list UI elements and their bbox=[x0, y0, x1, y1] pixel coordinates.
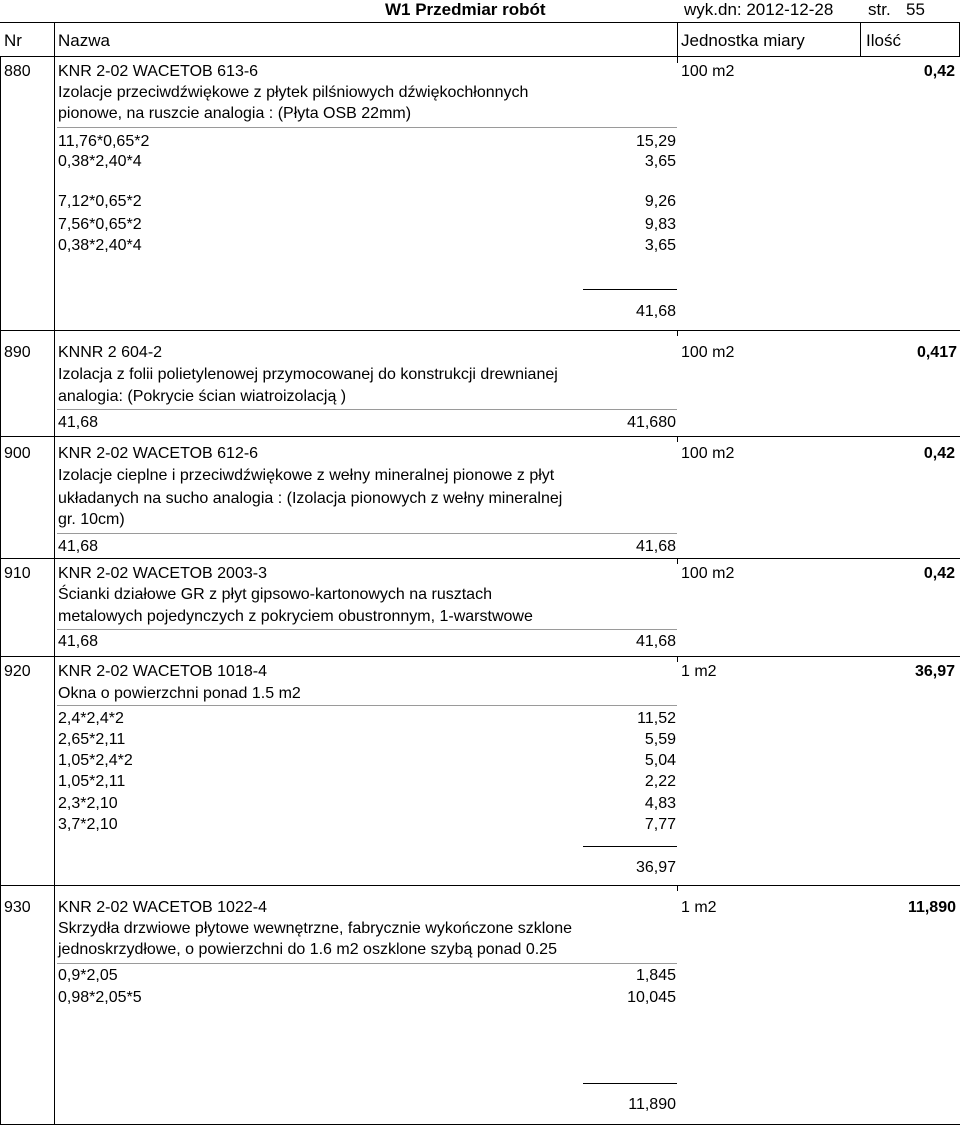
column-tick bbox=[677, 885, 678, 891]
sum-rule bbox=[583, 1083, 677, 1084]
item-number: 930 bbox=[4, 899, 31, 916]
calc-rule bbox=[57, 409, 677, 410]
calc-expression: 41,68 bbox=[58, 414, 99, 431]
header-bottom-rule bbox=[0, 56, 960, 57]
calc-value: 7,77 bbox=[644, 816, 676, 833]
item-code: KNR 2-02 WACETOB 612-6 bbox=[58, 445, 259, 462]
calc-expression: 7,12*0,65*2 bbox=[58, 193, 142, 210]
item-description-line: Ścianki działowe GR z płyt gipsowo-kartonowych na rusztach bbox=[58, 586, 492, 603]
column-divider bbox=[54, 56, 55, 1125]
calc-value: 3,65 bbox=[644, 237, 676, 254]
column-tick bbox=[677, 558, 678, 564]
item-description-line: jednoskrzydłowe, o powierzchni do 1.6 m2 oszklone szybą ponad 0.25 bbox=[58, 941, 557, 958]
item-code: KNNR 2 604-2 bbox=[58, 344, 163, 361]
calc-expression: 3,7*2,10 bbox=[58, 816, 118, 833]
calc-value: 4,83 bbox=[644, 795, 676, 812]
header-top-rule bbox=[0, 22, 960, 23]
row-separator bbox=[0, 885, 960, 886]
item-unit: 100 m2 bbox=[681, 565, 735, 582]
item-description-line: Izolacje przeciwdźwiękowe z płytek pilśniowych dźwiękochłonnych bbox=[58, 84, 529, 101]
calc-rule bbox=[57, 629, 677, 630]
calc-value: 3,65 bbox=[644, 153, 676, 170]
calc-value: 5,04 bbox=[644, 752, 676, 769]
item-quantity: 0,42 bbox=[923, 445, 955, 462]
item-description-line: Okna o powierzchni ponad 1.5 m2 bbox=[58, 685, 301, 702]
column-tick bbox=[677, 330, 678, 336]
item-quantity: 36,97 bbox=[914, 663, 955, 680]
item-number: 920 bbox=[4, 663, 31, 680]
document-date: wyk.dn: 2012-12-28 bbox=[684, 0, 834, 19]
calc-rule bbox=[57, 127, 677, 128]
sum-rule bbox=[583, 289, 677, 290]
calc-value: 9,83 bbox=[644, 216, 676, 233]
calc-rule bbox=[57, 705, 677, 706]
column-divider bbox=[860, 22, 861, 57]
item-description-line: układanych na sucho analogia : (Izolacja pionowych z wełny mineralnej bbox=[58, 490, 563, 507]
calc-value: 41,68 bbox=[635, 538, 676, 555]
calc-value: 41,680 bbox=[627, 414, 676, 431]
calc-expression: 2,3*2,10 bbox=[58, 795, 118, 812]
item-code: KNR 2-02 WACETOB 613-6 bbox=[58, 63, 259, 80]
sum-rule bbox=[583, 846, 677, 847]
calc-expression: 2,4*2,4*2 bbox=[58, 710, 124, 727]
item-quantity: 0,42 bbox=[923, 63, 955, 80]
item-unit: 100 m2 bbox=[681, 445, 735, 462]
item-quantity: 11,890 bbox=[907, 899, 956, 916]
column-header-qty: Ilość bbox=[866, 31, 901, 50]
calc-value: 10,045 bbox=[627, 989, 676, 1006]
calc-sum: 36,97 bbox=[635, 859, 676, 876]
item-number: 880 bbox=[4, 63, 31, 80]
item-number: 900 bbox=[4, 445, 31, 462]
item-quantity: 0,42 bbox=[923, 565, 955, 582]
column-divider bbox=[54, 22, 55, 57]
row-separator bbox=[0, 330, 960, 331]
document-title: W1 Przedmiar robót bbox=[385, 0, 546, 19]
item-code: KNR 2-02 WACETOB 1022-4 bbox=[58, 899, 267, 916]
calc-value: 41,68 bbox=[635, 633, 676, 650]
item-number: 890 bbox=[4, 344, 31, 361]
item-unit: 1 m2 bbox=[681, 663, 717, 680]
item-description-line: gr. 10cm) bbox=[58, 511, 125, 528]
item-code: KNR 2-02 WACETOB 1018-4 bbox=[58, 663, 267, 680]
column-header-nazwa: Nazwa bbox=[58, 31, 110, 50]
item-description-line: pionowe, na ruszcie analogia : (Płyta OSB 22mm) bbox=[58, 105, 412, 122]
item-description-line: Izolacje cieplne i przeciwdźwiękowe z wełny mineralnej pionowe z płyt bbox=[58, 467, 555, 484]
calc-expression: 0,38*2,40*4 bbox=[58, 237, 142, 254]
item-code: KNR 2-02 WACETOB 2003-3 bbox=[58, 565, 267, 582]
calc-expression: 2,65*2,11 bbox=[58, 731, 126, 748]
table-left-border bbox=[0, 56, 1, 1125]
calc-value: 2,22 bbox=[644, 773, 676, 790]
item-unit: 100 m2 bbox=[681, 344, 735, 361]
calc-value: 9,26 bbox=[644, 193, 676, 210]
calc-value: 5,59 bbox=[644, 731, 676, 748]
column-divider bbox=[677, 22, 678, 57]
page-number: 55 bbox=[906, 0, 925, 19]
calc-expression: 1,05*2,11 bbox=[58, 773, 126, 790]
item-number: 910 bbox=[4, 565, 31, 582]
item-description-line: metalowych pojedynczych z pokryciem obustronnym, 1-warstwowe bbox=[58, 608, 533, 625]
row-separator bbox=[0, 656, 960, 657]
calc-rule bbox=[57, 533, 677, 534]
calc-expression: 0,98*2,05*5 bbox=[58, 989, 142, 1006]
calc-expression: 41,68 bbox=[58, 538, 99, 555]
calc-expression: 11,76*0,65*2 bbox=[58, 133, 150, 150]
calc-expression: 0,38*2,40*4 bbox=[58, 153, 142, 170]
calc-rule bbox=[57, 963, 677, 964]
item-unit: 100 m2 bbox=[681, 63, 735, 80]
column-tick bbox=[677, 56, 678, 63]
calc-sum: 41,68 bbox=[635, 303, 676, 320]
item-unit: 1 m2 bbox=[681, 899, 717, 916]
column-header-nr: Nr bbox=[4, 31, 22, 50]
calc-value: 15,29 bbox=[635, 133, 676, 150]
row-separator bbox=[0, 436, 960, 437]
column-header-unit: Jednostka miary bbox=[681, 31, 805, 50]
column-tick bbox=[677, 436, 678, 442]
page-label: str. bbox=[868, 0, 891, 19]
item-description-line: Skrzydła drzwiowe płytowe wewnętrzne, fabrycznie wykończone szklone bbox=[58, 920, 572, 937]
column-tick bbox=[677, 656, 678, 662]
row-separator bbox=[0, 558, 960, 559]
item-description-line: Izolacja z folii polietylenowej przymocowanej do konstrukcji drewnianej bbox=[58, 366, 558, 383]
calc-expression: 1,05*2,4*2 bbox=[58, 752, 133, 769]
calc-expression: 0,9*2,05 bbox=[58, 967, 118, 984]
calc-expression: 7,56*0,65*2 bbox=[58, 216, 142, 233]
item-description-line: analogia: (Pokrycie ścian wiatroizolacją ) bbox=[58, 388, 347, 405]
calc-sum: 11,890 bbox=[628, 1096, 676, 1113]
calc-expression: 41,68 bbox=[58, 633, 99, 650]
calc-value: 1,845 bbox=[635, 967, 676, 984]
row-separator bbox=[0, 1124, 960, 1125]
calc-value: 11,52 bbox=[637, 710, 676, 727]
item-quantity: 0,417 bbox=[916, 344, 957, 361]
